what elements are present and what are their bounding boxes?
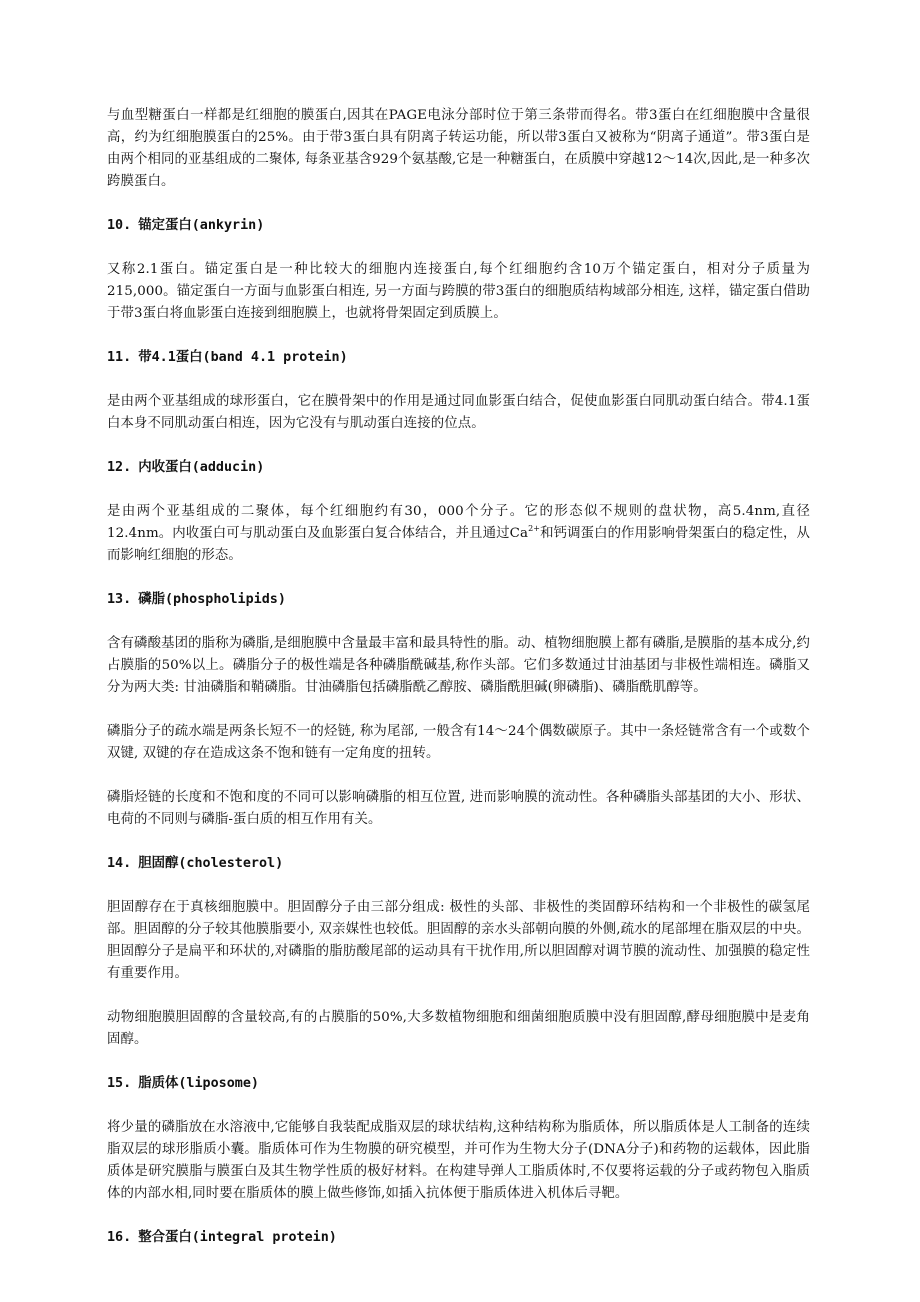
heading-title: 锚定蛋白(ankyrin) [138, 218, 265, 233]
paragraph-text: 是由两个亚基组成的二聚体，每个红细胞约有30，000个分子。它的形态似不规则的盘状物，高5.4nm,直径12.4nm。内收蛋白可与肌动蛋白及血影蛋白复合体结合，并且通过Ca [107, 504, 810, 541]
paragraph-band41-protein: 是由两个亚基组成的球形蛋白，它在膜骨架中的作用是通过同血影蛋白结合，促使血影蛋白同肌动蛋白结合。带4.1蛋白本身不同肌动蛋白相连，因为它没有与肌动蛋白连接的位点。 [107, 394, 810, 431]
paragraph-phospholipids-2: 磷脂分子的疏水端是两条长短不一的烃链, 称为尾部, 一般含有14～24个偶数碳原子。其中一条烃链常含有一个或数个双键, 双键的存在造成这条不饱和链有一定角度的扭转。 [107, 724, 810, 761]
heading-number: 13. [107, 592, 132, 607]
heading-number: 14. [107, 856, 132, 871]
heading-number: 16. [107, 1230, 132, 1245]
paragraph-liposome: 将少量的磷脂放在水溶液中,它能够自我装配成脂双层的球状结构,这种结构称为脂质体，所以脂质体是人工制备的连续脂双层的球形脂质小囊。脂质体可作为生物膜的研究模型，并可作为生物大分子(DNA分子)和药物的运载体，因此脂质体是研究膜脂与膜蛋白及其生物学性质的极好材料。在构建导弹人工脂质体时,不仅要将运载的分子或药物包入脂质体的内部水相,同时要在脂质体的膜上做些修饰,如插入抗体便于脂质体进入机体后寻靶。 [107, 1120, 810, 1201]
heading-title: 胆固醇(cholesterol) [138, 856, 284, 871]
heading-number: 15. [107, 1076, 132, 1091]
heading-title: 脂质体(liposome) [138, 1076, 259, 1091]
heading-phospholipids [107, 589, 810, 611]
heading-number: 10. [107, 218, 132, 233]
heading-integral-protein [107, 1227, 810, 1249]
heading-title: 整合蛋白(integral protein) [138, 1230, 337, 1245]
heading-title: 磷脂(phospholipids) [138, 592, 286, 607]
heading-cholesterol [107, 853, 810, 875]
paragraph-text-continued: 和钙调蛋白的作用影响骨架蛋白的稳定性，从而影响红细胞的形态。 [107, 526, 811, 563]
heading-adducin [107, 457, 810, 479]
paragraph-cholesterol-2: 动物细胞膜胆固醇的含量较高,有的占膜脂的50%,大多数植物细胞和细菌细胞质膜中没有胆固醇,酵母细胞膜中是麦角固醇。 [107, 1010, 810, 1047]
paragraph-adducin [107, 501, 810, 567]
paragraph-cholesterol-1: 胆固醇存在于真核细胞膜中。胆固醇分子由三部分组成: 极性的头部、非极性的类固醇环结构和一个非极性的碳氢尾部。胆固醇的分子较其他膜脂要小, 双亲媒性也较低。胆固醇的亲水头部朝向膜的外侧,疏水的尾部埋在脂双层的中央。胆固醇分子是扁平和环状的,对磷脂的脂肪酸尾部的运动具有干扰作用,所以胆固醇对调节膜的流动性、加强膜的稳定性有重要作用。 [107, 900, 810, 981]
paragraph-band3-protein: 与血型糖蛋白一样都是红细胞的膜蛋白,因其在PAGE电泳分部时位于第三条带而得名。带3蛋白在红细胞膜中含量很高，约为红细胞膜蛋白的25%。由于带3蛋白具有阴离子转运功能，所以带3蛋白又被称为“阴离子通道”。带3蛋白是由两个相同的亚基组成的二聚体, 每条亚基含929个氨基酸,它是一种糖蛋白，在质膜中穿越12～14次,因此,是一种多次跨膜蛋白。 [107, 108, 810, 189]
heading-ankyrin [107, 215, 810, 237]
heading-title: 带4.1蛋白(band 4.1 protein) [138, 350, 348, 365]
heading-number: 11. [107, 350, 132, 365]
paragraph-phospholipids-1: 含有磷酸基团的脂称为磷脂,是细胞膜中含量最丰富和最具特性的脂。动、植物细胞膜上都有磷脂,是膜脂的基本成分,约占膜脂的50%以上。磷脂分子的极性端是各种磷脂酰碱基,称作头部。它们多数通过甘油基团与非极性端相连。磷脂又分为两大类: 甘油磷脂和鞘磷脂。甘油磷脂包括磷脂酰乙醇胺、磷脂酰胆碱(卵磷脂)、磷脂酰肌醇等。 [107, 636, 810, 695]
paragraph-phospholipids-3: 磷脂烃链的长度和不饱和度的不同可以影响磷脂的相互位置, 进而影响膜的流动性。各种磷脂头部基团的大小、形状、电荷的不同则与磷脂-蛋白质的相互作用有关。 [107, 790, 810, 827]
heading-title: 内收蛋白(adducin) [138, 460, 265, 475]
heading-band41-protein [107, 347, 810, 369]
paragraph-ankyrin: 又称2.1蛋白。锚定蛋白是一种比较大的细胞内连接蛋白,每个红细胞约含10万个锚定蛋白，相对分子质量为215,000。锚定蛋白一方面与血影蛋白相连, 另一方面与跨膜的带3蛋白的细胞质结构域部分相连, 这样，锚定蛋白借助于带3蛋白将血影蛋白连接到细胞膜上，也就将骨架固定到质膜上。 [107, 262, 810, 321]
heading-liposome [107, 1073, 810, 1095]
superscript-charge: 2+ [528, 524, 541, 533]
heading-number: 12. [107, 460, 132, 475]
